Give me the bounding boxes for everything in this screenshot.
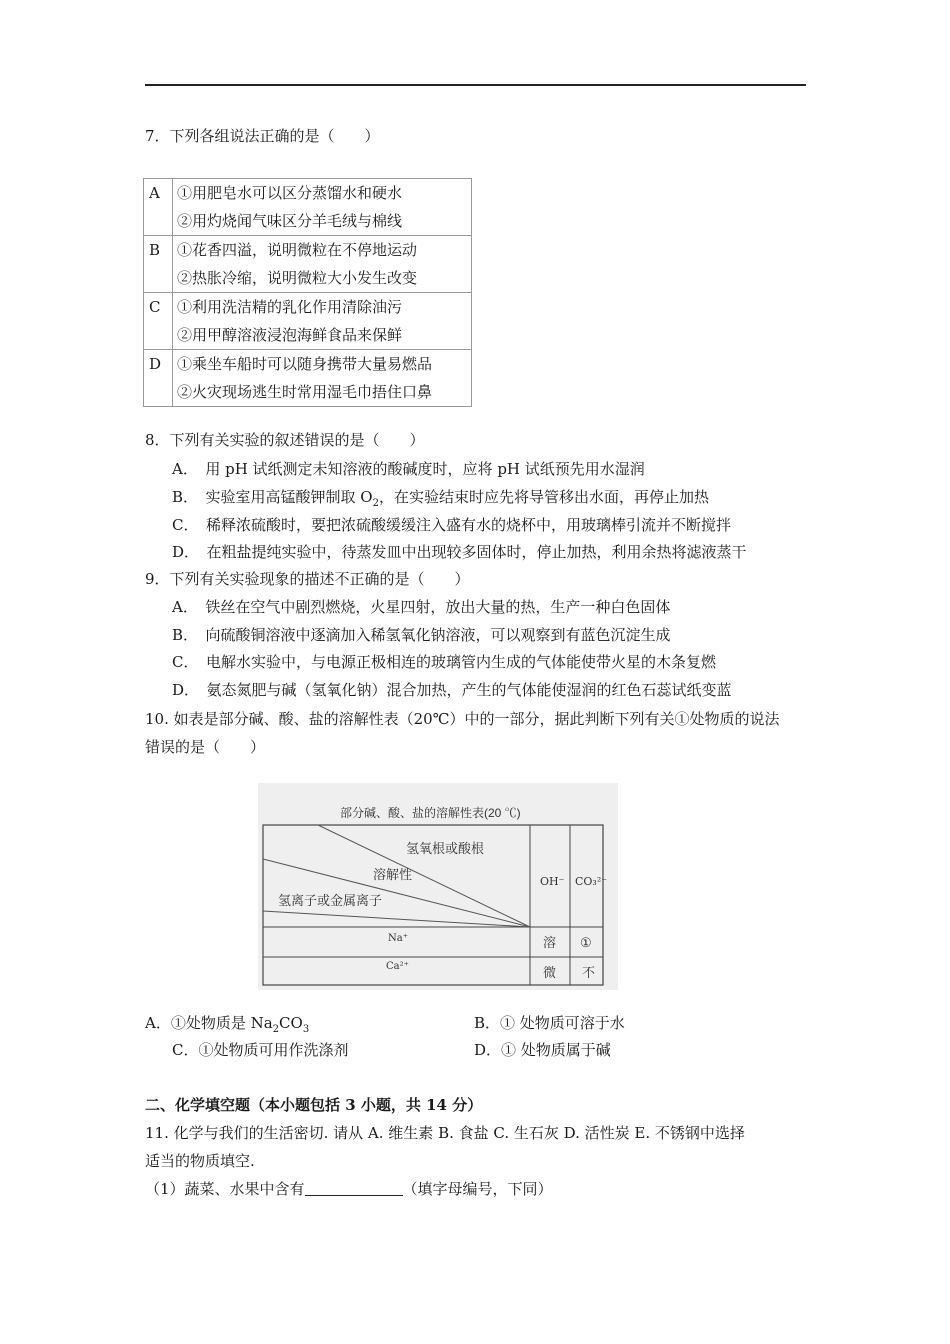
q11-part1: [145, 1179, 553, 1199]
option-content: [173, 350, 472, 407]
diagonal-line: [318, 825, 530, 927]
q9-option-c: C． 电解水实验中，与电源正极相连的玻璃管内生成的气体能使带火星的木条复燃: [172, 653, 716, 671]
q8-stem: 8．下列有关实验的叙述错误的是（ ）: [145, 431, 425, 449]
option-content: [173, 236, 472, 293]
q10-stem-line1: 10. 如表是部分碱、酸、盐的溶解性表（20℃）中的一部分，据此判断下列有关①处物质的说法: [145, 710, 780, 728]
cell-na-co3: ①: [580, 936, 592, 951]
q11-stem-line1: 11. 化学与我们的生活密切. 请从 A. 维生素 B. 食盐 C. 生石灰 D. 活性炭 E. 不锈钢中选择: [145, 1124, 745, 1142]
q10-option-d: D．① 处物质属于碱: [474, 1041, 611, 1059]
option-line: ①乘坐车船时可以随身携带大量易燃品: [177, 355, 433, 373]
q8-option-c: C． 稀释浓硫酸时，要把浓硫酸缓缓注入盛有水的烧杯中，用玻璃棒引流并不断搅拌: [172, 516, 731, 534]
subscript: 2: [372, 498, 379, 509]
row-ca: Ca²⁺: [386, 961, 409, 972]
q8-option-b: [172, 487, 709, 514]
solubility-table-photo: [258, 783, 618, 990]
option-letter: B: [144, 236, 173, 293]
q9-option-d: D． 氨态氮肥与碱（氢氧化钠）混合加热，产生的气体能使湿润的红色石蕊试纸变蓝: [172, 681, 732, 699]
col-oh: OH⁻: [540, 875, 565, 888]
q10-option-a-text: A．①处物质是 Na: [145, 1014, 273, 1032]
q10-option-a: [145, 1013, 309, 1040]
cell-na-oh: 溶: [543, 936, 557, 951]
q7-options-table: [143, 178, 472, 407]
option-letter: C: [144, 293, 173, 350]
cell-ca-co3: 不: [582, 966, 596, 981]
solubility-table-figure: [258, 783, 618, 990]
diagonal-line: [263, 911, 530, 927]
q8-option-b-text: B． 实验室用高锰酸钾制取 O: [172, 488, 373, 506]
row-na: Na⁺: [388, 933, 408, 944]
q10-option-c: C．①处物质可用作洗涤剂: [172, 1041, 349, 1059]
q9-option-a: A． 铁丝在空气中剧烈燃烧，火星四射，放出大量的热，生产一种白色固体: [172, 598, 671, 616]
table-row: [144, 179, 472, 236]
option-line: ②热胀冷缩，说明微粒大小发生改变: [177, 269, 418, 287]
subscript: 2: [272, 1024, 280, 1035]
option-line: ②用甲醇溶液浸泡海鲜食品来保鲜: [177, 326, 403, 344]
table-row: [144, 350, 472, 407]
option-line: ①用肥皂水可以区分蒸馏水和硬水: [177, 184, 403, 202]
header-solubility: 溶解性: [373, 868, 413, 883]
q11-stem-line2: 适当的物质填空.: [145, 1152, 255, 1170]
option-line: ②用灼烧闻气味区分羊毛绒与棉线: [177, 212, 403, 230]
q8-option-a: A． 用 pH 试纸测定未知溶液的酸碱度时，应将 pH 试纸预先用水湿润: [172, 460, 645, 478]
q8-option-b-text-rest: ，在实验结束时应先将导管移出水面，再停止加热: [378, 488, 709, 506]
q10-stem-line2: 错误的是（ ）: [145, 738, 266, 756]
q9-stem: 9．下列有关实验现象的描述不正确的是（ ）: [145, 570, 470, 588]
option-line: ①利用洗洁精的乳化作用清除油污: [177, 298, 403, 316]
table-row: [144, 236, 472, 293]
q11-part1-text: （1）蔬菜、水果中含有: [145, 1180, 305, 1198]
q10-option-b: B．① 处物质可溶于水: [474, 1014, 625, 1032]
q11-part1-note: （填字母编号，下同）: [402, 1180, 553, 1198]
header-rule: [145, 84, 806, 86]
option-content: [173, 293, 472, 350]
subscript: 3: [302, 1024, 310, 1035]
q7-stem: 7．下列各组说法正确的是（ ）: [145, 127, 380, 145]
section-heading: 二、化学填空题（本小题包括 3 小题，共 14 分）: [145, 1096, 483, 1114]
col-co3: CO₃²⁻: [575, 875, 608, 888]
header-cation: 氢离子或金属离子: [278, 894, 383, 909]
table-row: [144, 293, 472, 350]
q8-option-d: D． 在粗盐提纯实验中，待蒸发皿中出现较多固体时，停止加热，利用余热将滤液蒸干: [172, 543, 747, 561]
option-line: ②火灾现场逃生时常用湿毛巾捂住口鼻: [177, 383, 433, 401]
option-letter: A: [144, 179, 173, 236]
option-line: ①花香四溢，说明微粒在不停地运动: [177, 241, 418, 259]
option-letter: D: [144, 350, 173, 407]
q9-option-b: B． 向硫酸铜溶液中逐滴加入稀氢氧化钠溶液，可以观察到有蓝色沉淀生成: [172, 626, 671, 644]
option-content: [173, 179, 472, 236]
table-title: 部分碱、酸、盐的溶解性表(20 ℃): [340, 806, 521, 820]
header-anion: 氢氧根或酸根: [406, 842, 485, 857]
q10-option-a-formula: CO: [279, 1014, 303, 1032]
answer-blank[interactable]: [305, 1179, 403, 1196]
cell-ca-oh: 微: [543, 966, 557, 981]
